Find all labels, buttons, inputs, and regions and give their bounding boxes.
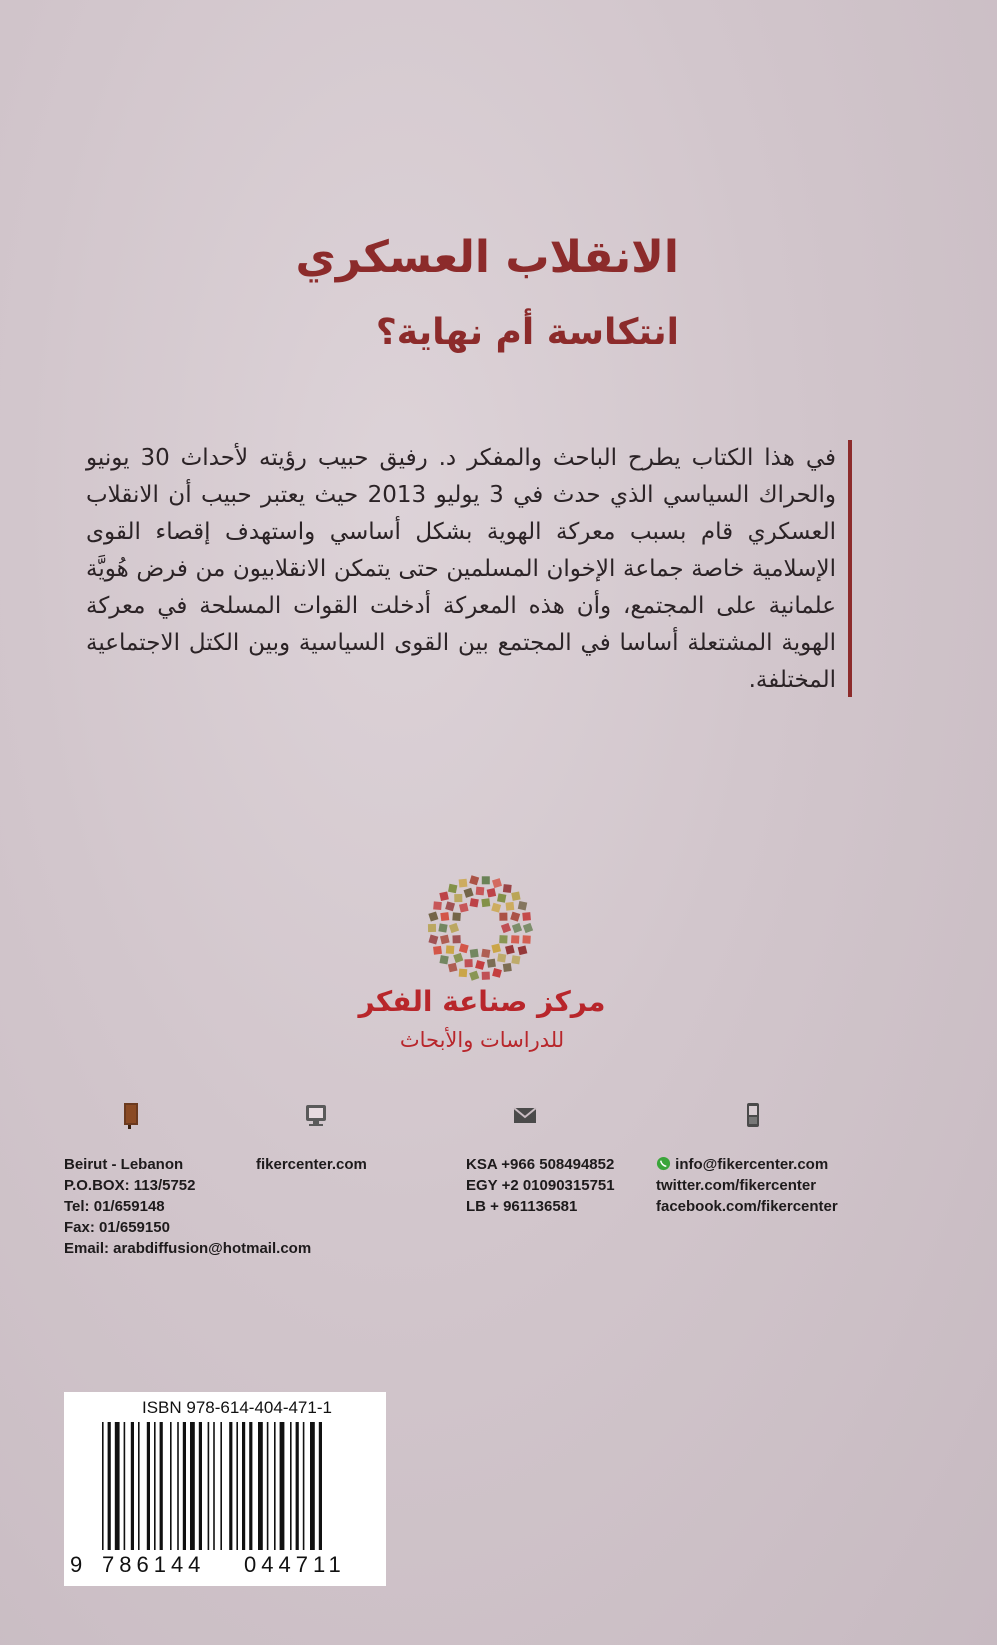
- logo-tile: [518, 901, 527, 910]
- logo-tile: [459, 943, 469, 953]
- logo-tile: [452, 912, 461, 921]
- barcode-bar: [319, 1422, 322, 1550]
- barcode-bar: [138, 1422, 140, 1550]
- logo-tile: [491, 903, 501, 913]
- isbn-barcode: [64, 1392, 386, 1586]
- address-line: P.O.BOX: 113/5752: [64, 1177, 196, 1194]
- logo-tile: [481, 949, 490, 958]
- logo-tile: [459, 903, 469, 913]
- barcode-bar: [190, 1422, 195, 1550]
- logo-tile: [482, 876, 490, 884]
- computer-icon: [302, 1100, 330, 1130]
- isbn-label: ISBN 978-614-404-471-1: [142, 1398, 332, 1417]
- logo-tile: [459, 879, 468, 888]
- logo-tile: [449, 923, 459, 933]
- logo-tile: [428, 935, 438, 945]
- barcode-bar: [213, 1422, 215, 1550]
- phone-line: EGY +2 01090315751: [466, 1177, 615, 1194]
- barcode-bar: [249, 1422, 252, 1550]
- barcode-bar: [154, 1422, 156, 1550]
- barcode-bar: [258, 1422, 263, 1550]
- logo-tile: [452, 935, 460, 943]
- logo-tile: [459, 969, 468, 978]
- book-title: الانقلاب العسكري: [295, 232, 679, 283]
- barcode-bar: [170, 1422, 172, 1550]
- logo-tile: [511, 955, 520, 964]
- logo-tile: [454, 894, 462, 902]
- barcode-lead-digit: 9: [70, 1552, 83, 1577]
- logo-tile: [518, 945, 528, 955]
- logo-tile: [499, 913, 507, 921]
- envelope-icon: [511, 1100, 539, 1130]
- barcode-bar: [177, 1422, 179, 1550]
- logo-tile: [445, 901, 455, 911]
- logo-tile: [503, 884, 512, 893]
- website-link[interactable]: fikercenter.com: [256, 1156, 367, 1173]
- logo-tile: [512, 923, 522, 933]
- phone-line: KSA +966 508494852: [466, 1156, 615, 1173]
- barcode-bar: [303, 1422, 305, 1550]
- logo-tile: [522, 935, 530, 943]
- logo-tile: [492, 878, 502, 888]
- website-column: [256, 1154, 367, 1175]
- logo-tile: [469, 875, 479, 885]
- barcode-bar: [229, 1422, 232, 1550]
- info-email-link[interactable]: info@fikercenter.com: [675, 1156, 829, 1173]
- blurb-accent-bar: [848, 440, 852, 697]
- barcode-bar: [290, 1422, 292, 1550]
- address-line: Fax: 01/659150: [64, 1219, 170, 1236]
- logo-tile: [433, 901, 442, 910]
- logo-tile: [487, 888, 496, 897]
- barcode-bar: [236, 1422, 238, 1550]
- logo-tile: [439, 891, 448, 900]
- twitter-link[interactable]: twitter.com/fikercenter: [656, 1177, 817, 1194]
- barcode-bar: [267, 1422, 269, 1550]
- barcode-bar: [280, 1422, 285, 1550]
- address-line: Tel: 01/659148: [64, 1198, 165, 1215]
- phones-column: [466, 1154, 615, 1217]
- barcode-bar: [160, 1422, 163, 1550]
- barcode-bar: [199, 1422, 202, 1550]
- logo-tile: [448, 884, 457, 893]
- social-column: [656, 1154, 838, 1217]
- contact-email-line: [656, 1154, 838, 1175]
- logo-tile: [470, 898, 479, 907]
- logo-tile: [464, 888, 474, 898]
- logo-tile: [446, 945, 455, 954]
- barcode-bar: [220, 1422, 222, 1550]
- blurb-text: في هذا الكتاب يطرح الباحث والمفكر د. رفيق حبيب رؤيته لأحداث 30 يونيو والحراك السياسي الذي حدث في 3 يوليو 2013 حيث يعتبر حبيب أن الانقلاب العسكري قام بسبب معركة الهوية بشكل أساسي واستهدف إقصاء القوى الإسلامية خاصة جماعة الإخوان المسلمين حتى يتمكن الانقلابيون من فرض هُويَّة علمانية على المجتمع، وأن هذه المعركة أدخلت القوات المسلحة في معركة الهوية المشتعلة أساسا في المجتمع بين القوى السياسية وبين الكتل الاجتماعية المختلفة.: [86, 445, 836, 693]
- logo-tile: [505, 945, 515, 955]
- barcode-bar: [242, 1422, 245, 1550]
- logo-tile: [506, 902, 515, 911]
- logo-tile: [501, 923, 511, 933]
- logo-tile: [475, 960, 485, 970]
- logo-tile: [487, 959, 496, 968]
- barcode-bar: [131, 1422, 134, 1550]
- phone-line: LB + 961136581: [466, 1198, 578, 1215]
- facebook-link[interactable]: facebook.com/fikercenter: [656, 1198, 838, 1215]
- logo-tile: [438, 923, 447, 932]
- publisher-logo: [425, 873, 535, 983]
- barcode-bar: [108, 1422, 111, 1550]
- barcode-bar: [296, 1422, 299, 1550]
- logo-tile: [470, 949, 479, 958]
- logo-tile: [448, 963, 458, 973]
- barcode-bar: [124, 1422, 126, 1550]
- barcode-digit-group: 786144: [102, 1552, 206, 1577]
- logo-tile: [503, 963, 512, 972]
- logo-tile: [511, 892, 520, 901]
- logo-tile: [523, 923, 533, 933]
- email-line[interactable]: Email: arabdiffusion@hotmail.com: [64, 1240, 312, 1257]
- logo-tile: [481, 898, 490, 907]
- publisher-tagline: للدراسات والأبحاث: [399, 1028, 565, 1052]
- logo-tile: [499, 935, 507, 943]
- barcode-bar: [115, 1422, 120, 1550]
- mobile-phone-icon: [739, 1100, 767, 1130]
- blurb-section: [80, 440, 850, 697]
- logo-tile: [439, 955, 448, 964]
- logo-tile: [522, 912, 531, 921]
- logo-tile: [510, 912, 520, 922]
- logo-tile: [497, 953, 506, 962]
- logo-tile: [511, 935, 519, 943]
- barcode-bar: [310, 1422, 315, 1550]
- barcode-digit-group: 044711: [244, 1552, 346, 1577]
- book-subtitle: انتكاسة أم نهاية؟: [375, 312, 679, 353]
- logo-tile: [433, 946, 442, 955]
- logo-tile: [440, 935, 450, 945]
- barcode-bar: [102, 1422, 104, 1550]
- logo-tile: [428, 924, 436, 932]
- logo-tile: [476, 887, 485, 896]
- logo-tile: [440, 912, 449, 921]
- logo-tile: [482, 972, 490, 980]
- logo-tile: [453, 953, 463, 963]
- barcode-bar: [147, 1422, 150, 1550]
- logo-tile: [491, 943, 501, 953]
- logo-tile: [428, 911, 438, 921]
- book-icon: [118, 1100, 146, 1130]
- address-line: Beirut - Lebanon: [64, 1156, 184, 1173]
- barcode-bar: [274, 1422, 276, 1550]
- publisher-name: مركز صناعة الفكر: [358, 985, 606, 1018]
- logo-tile: [492, 968, 502, 978]
- logo-tile: [464, 959, 472, 967]
- whatsapp-icon: [656, 1156, 671, 1171]
- barcode-bar: [183, 1422, 186, 1550]
- logo-tile: [469, 971, 479, 981]
- barcode-bar: [208, 1422, 210, 1550]
- logo-tile: [497, 893, 506, 902]
